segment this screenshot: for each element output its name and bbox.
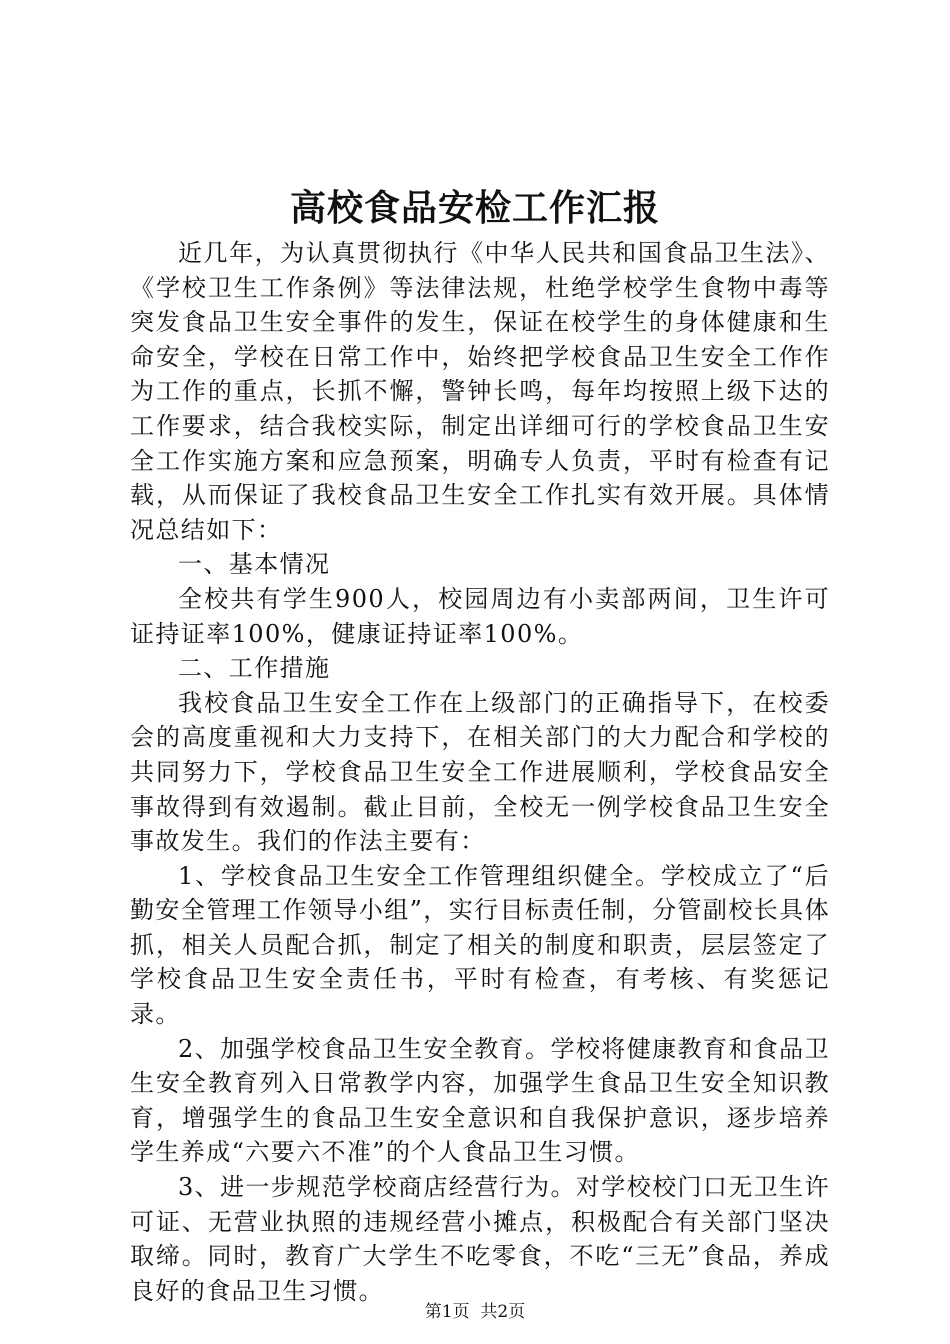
intro-paragraph: 近几年，为认真贯彻执行《中华人民共和国食品卫生法》、《学校卫生工作条例》等法律法规，杜绝学校学生食物中毒等突发食品卫生安全事件的发生，保证在校学生的身体健康和生命安全，学校在日常工作中，始终把学校食品卫生安全工作作为工作的重点，长抓不懈，警钟长鸣，每年均按照上级下达的工作要求，结合我校实际，制定出详细可行的学校食品卫生安全工作实施方案和应急预案，明确专人负责，平时有检查有记载，从而保证了我校食品卫生安全工作扎实有效开展。具体情况总结如下： — [130, 239, 830, 544]
measure-item-2: 2、加强学校食品卫生安全教育。学校将健康教育和食品卫生安全教育列入日常教学内容，加强学生食品卫生安全知识教育，增强学生的食品卫生安全意识和自我保护意识，逐步培养学生养成“六要六不准”的个人食品卫生习惯。 — [130, 1034, 830, 1167]
document-title: 高校食品安检工作汇报 — [289, 187, 660, 229]
measure-item-3: 3、进一步规范学校商店经营行为。对学校校门口无卫生许可证、无营业执照的违规经营小摊点，积极配合有关部门坚决取缔。同时，教育广大学生不吃零食，不吃“三无”食品，养成良好的食品卫生习惯。 — [130, 1173, 830, 1305]
measure-item-1: 1、学校食品卫生安全工作管理组织健全。学校成立了“后勤安全管理工作领导小组”，实行目标责任制，分管副校长具体抓，相关人员配合抓，制定了相关的制度和职责，层层签定了学校食品卫生安全责任书，平时有检查，有考核、有奖惩记录。 — [130, 861, 830, 1029]
page-total: 共2页 — [480, 1302, 526, 1322]
document-body — [130, 236, 830, 1308]
page-number: 第1页 — [424, 1302, 470, 1322]
page-footer — [0, 1300, 950, 1324]
section-heading-basic: 一、基本情况 — [178, 550, 331, 579]
measures-paragraph: 我校食品卫生安全工作在上级部门的正确指导下，在校委会的高度重视和大力支持下，在相关部门的大力配合和学校的共同努力下，学校食品卫生安全工作进展顺利，学校食品安全事故得到有效遏制。截止目前，全校无一例学校食品卫生安全事故发生。我们的作法主要有： — [130, 688, 830, 856]
basic-info-paragraph: 全校共有学生900人，校园周边有小卖部两间，卫生许可证持证率100%，健康证持证率100%。 — [130, 584, 830, 648]
section-heading-measures: 二、工作措施 — [178, 654, 331, 683]
